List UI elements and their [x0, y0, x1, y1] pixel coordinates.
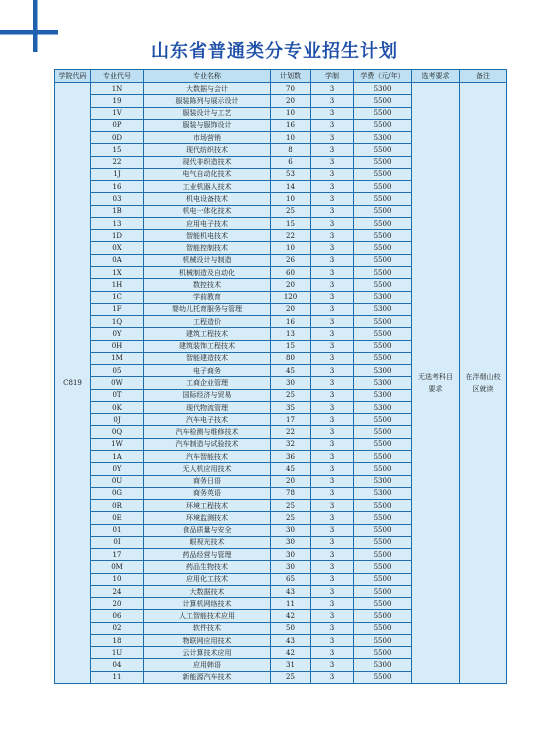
duration-cell: 3: [311, 389, 354, 401]
tuition-cell: 5300: [354, 401, 412, 413]
major-name-cell: 机械制造及自动化: [144, 266, 271, 278]
duration-cell: 3: [311, 610, 354, 622]
plan-count-cell: 35: [271, 401, 311, 413]
column-header: 学费（元/年）: [354, 70, 412, 83]
duration-cell: 3: [311, 512, 354, 524]
major-code-cell: 03: [91, 193, 144, 205]
tuition-cell: 5500: [354, 634, 412, 646]
tuition-cell: 5300: [354, 389, 412, 401]
duration-cell: 3: [311, 475, 354, 487]
plan-count-cell: 25: [271, 205, 311, 217]
major-name-cell: 大数据与会计: [144, 83, 271, 95]
major-code-cell: 1B: [91, 205, 144, 217]
tuition-cell: 5300: [354, 377, 412, 389]
major-code-cell: 0U: [91, 475, 144, 487]
plan-count-cell: 17: [271, 414, 311, 426]
duration-cell: 3: [311, 671, 354, 683]
plan-count-cell: 45: [271, 365, 311, 377]
major-name-cell: 汽车检测与维修技术: [144, 426, 271, 438]
duration-cell: 3: [311, 291, 354, 303]
duration-cell: 3: [311, 340, 354, 352]
major-code-cell: 20: [91, 598, 144, 610]
plan-count-cell: 42: [271, 647, 311, 659]
duration-cell: 3: [311, 279, 354, 291]
tuition-cell: 5300: [354, 475, 412, 487]
duration-cell: 3: [311, 622, 354, 634]
duration-cell: 3: [311, 266, 354, 278]
plan-count-cell: 78: [271, 487, 311, 499]
duration-cell: 3: [311, 634, 354, 646]
plan-count-cell: 120: [271, 291, 311, 303]
column-header: 计划数: [271, 70, 311, 83]
duration-cell: 3: [311, 561, 354, 573]
tuition-cell: 5500: [354, 573, 412, 585]
plan-count-cell: 25: [271, 671, 311, 683]
duration-cell: 3: [311, 573, 354, 585]
major-code-cell: 1F: [91, 303, 144, 315]
duration-cell: 3: [311, 328, 354, 340]
plan-count-cell: 30: [271, 524, 311, 536]
plan-count-cell: 26: [271, 254, 311, 266]
duration-cell: 3: [311, 217, 354, 229]
major-name-cell: 食品质量与安全: [144, 524, 271, 536]
major-name-cell: 市场营销: [144, 132, 271, 144]
major-name-cell: 服装陈列与展示设计: [144, 95, 271, 107]
major-code-cell: 1M: [91, 352, 144, 364]
major-name-cell: 汽车制造与试验技术: [144, 438, 271, 450]
major-code-cell: 0M: [91, 561, 144, 573]
plan-count-cell: 30: [271, 549, 311, 561]
plan-count-cell: 20: [271, 95, 311, 107]
major-name-cell: 现代物流管理: [144, 401, 271, 413]
plan-count-cell: 30: [271, 377, 311, 389]
major-code-cell: 1X: [91, 266, 144, 278]
tuition-cell: 5500: [354, 217, 412, 229]
elective-requirement-cell: 无选考科目要求: [412, 83, 460, 684]
major-name-cell: 现代非织造技术: [144, 156, 271, 168]
plan-count-cell: 16: [271, 119, 311, 131]
column-header: 专业代号: [91, 70, 144, 83]
tuition-cell: 5500: [354, 647, 412, 659]
tuition-cell: 5500: [354, 107, 412, 119]
duration-cell: 3: [311, 303, 354, 315]
plan-count-cell: 42: [271, 610, 311, 622]
enrollment-plan-table: [54, 69, 507, 684]
major-name-cell: 应用电子技术: [144, 217, 271, 229]
major-code-cell: 19: [91, 95, 144, 107]
tuition-cell: 5500: [354, 316, 412, 328]
major-code-cell: 0Y: [91, 463, 144, 475]
major-name-cell: 商务英语: [144, 487, 271, 499]
major-name-cell: 工业机器人技术: [144, 181, 271, 193]
tuition-cell: 5500: [354, 536, 412, 548]
major-code-cell: 17: [91, 549, 144, 561]
major-code-cell: 04: [91, 659, 144, 671]
duration-cell: 3: [311, 536, 354, 548]
tuition-cell: 5500: [354, 671, 412, 683]
plan-count-cell: 36: [271, 450, 311, 462]
plan-count-cell: 30: [271, 561, 311, 573]
plan-count-cell: 14: [271, 181, 311, 193]
duration-cell: 3: [311, 426, 354, 438]
tuition-cell: 5500: [354, 352, 412, 364]
major-name-cell: 工商企业管理: [144, 377, 271, 389]
plan-count-cell: 15: [271, 340, 311, 352]
duration-cell: 3: [311, 352, 354, 364]
major-name-cell: 计算机网络技术: [144, 598, 271, 610]
major-code-cell: 05: [91, 365, 144, 377]
tuition-cell: 5500: [354, 450, 412, 462]
plan-count-cell: 25: [271, 389, 311, 401]
tuition-cell: 5300: [354, 83, 412, 95]
column-header: 专业名称: [144, 70, 271, 83]
major-code-cell: 1J: [91, 168, 144, 180]
major-name-cell: 电气自动化技术: [144, 168, 271, 180]
major-code-cell: 1C: [91, 291, 144, 303]
major-name-cell: 机电设备技术: [144, 193, 271, 205]
major-code-cell: 10: [91, 573, 144, 585]
plan-count-cell: 60: [271, 266, 311, 278]
tuition-cell: 5300: [354, 659, 412, 671]
tuition-cell: 5500: [354, 340, 412, 352]
tuition-cell: 5500: [354, 598, 412, 610]
tuition-cell: 5300: [354, 132, 412, 144]
tuition-cell: 5500: [354, 279, 412, 291]
tuition-cell: 5500: [354, 254, 412, 266]
tuition-cell: 5500: [354, 242, 412, 254]
major-code-cell: 01: [91, 524, 144, 536]
duration-cell: 3: [311, 132, 354, 144]
tuition-cell: 5500: [354, 585, 412, 597]
major-code-cell: 18: [91, 634, 144, 646]
tuition-cell: 5500: [354, 193, 412, 205]
plan-count-cell: 11: [271, 598, 311, 610]
duration-cell: 3: [311, 414, 354, 426]
duration-cell: 3: [311, 585, 354, 597]
duration-cell: 3: [311, 450, 354, 462]
duration-cell: 3: [311, 316, 354, 328]
tuition-cell: 5500: [354, 181, 412, 193]
plan-count-cell: 16: [271, 316, 311, 328]
duration-cell: 3: [311, 500, 354, 512]
major-name-cell: 建筑装饰工程技术: [144, 340, 271, 352]
duration-cell: 3: [311, 401, 354, 413]
major-name-cell: 应用化工技术: [144, 573, 271, 585]
tuition-cell: 5500: [354, 561, 412, 573]
tuition-cell: 5300: [354, 291, 412, 303]
plan-count-cell: 32: [271, 438, 311, 450]
plan-count-cell: 25: [271, 512, 311, 524]
plan-count-cell: 25: [271, 500, 311, 512]
duration-cell: 3: [311, 377, 354, 389]
duration-cell: 3: [311, 647, 354, 659]
major-code-cell: 0T: [91, 389, 144, 401]
tuition-cell: 5500: [354, 144, 412, 156]
plan-count-cell: 10: [271, 242, 311, 254]
duration-cell: 3: [311, 598, 354, 610]
plan-count-cell: 13: [271, 328, 311, 340]
duration-cell: 3: [311, 524, 354, 536]
tuition-cell: 5500: [354, 463, 412, 475]
column-header: 选考要求: [412, 70, 460, 83]
tuition-cell: 5500: [354, 512, 412, 524]
tuition-cell: 5500: [354, 414, 412, 426]
major-name-cell: 商务日语: [144, 475, 271, 487]
major-code-cell: 15: [91, 144, 144, 156]
duration-cell: 3: [311, 438, 354, 450]
major-name-cell: 药品经营与管理: [144, 549, 271, 561]
major-name-cell: 药品生物技术: [144, 561, 271, 573]
major-code-cell: 1D: [91, 230, 144, 242]
tuition-cell: 5500: [354, 230, 412, 242]
duration-cell: 3: [311, 487, 354, 499]
duration-cell: 3: [311, 659, 354, 671]
plan-count-cell: 80: [271, 352, 311, 364]
major-code-cell: 0H: [91, 340, 144, 352]
duration-cell: 3: [311, 230, 354, 242]
major-code-cell: 0P: [91, 119, 144, 131]
plan-count-cell: 53: [271, 168, 311, 180]
major-code-cell: 1H: [91, 279, 144, 291]
major-name-cell: 汽车电子技术: [144, 414, 271, 426]
major-name-cell: 大数据技术: [144, 585, 271, 597]
plan-count-cell: 30: [271, 536, 311, 548]
major-name-cell: 智能建造技术: [144, 352, 271, 364]
college-code-cell: C819: [55, 83, 91, 684]
duration-cell: 3: [311, 144, 354, 156]
duration-cell: 3: [311, 181, 354, 193]
plan-count-cell: 45: [271, 463, 311, 475]
major-name-cell: 服装设计与工艺: [144, 107, 271, 119]
major-name-cell: 建筑工程技术: [144, 328, 271, 340]
plan-count-cell: 20: [271, 475, 311, 487]
duration-cell: 3: [311, 107, 354, 119]
major-code-cell: 0W: [91, 377, 144, 389]
duration-cell: 3: [311, 119, 354, 131]
major-name-cell: 软件技术: [144, 622, 271, 634]
major-code-cell: 06: [91, 610, 144, 622]
plan-count-cell: 15: [271, 217, 311, 229]
tuition-cell: 5500: [354, 119, 412, 131]
plan-count-cell: 50: [271, 622, 311, 634]
major-name-cell: 国际经济与贸易: [144, 389, 271, 401]
major-code-cell: 24: [91, 585, 144, 597]
major-code-cell: 16: [91, 181, 144, 193]
plan-count-cell: 70: [271, 83, 311, 95]
plan-count-cell: 6: [271, 156, 311, 168]
major-code-cell: 0R: [91, 500, 144, 512]
column-header: 学院代码: [55, 70, 91, 83]
plan-count-cell: 20: [271, 279, 311, 291]
major-code-cell: 0K: [91, 401, 144, 413]
duration-cell: 3: [311, 168, 354, 180]
major-name-cell: 智能机电技术: [144, 230, 271, 242]
plan-count-cell: 22: [271, 230, 311, 242]
tuition-cell: 5300: [354, 303, 412, 315]
major-code-cell: 22: [91, 156, 144, 168]
major-code-cell: 0G: [91, 487, 144, 499]
duration-cell: 3: [311, 156, 354, 168]
plan-count-cell: 22: [271, 426, 311, 438]
duration-cell: 3: [311, 365, 354, 377]
major-code-cell: 0X: [91, 242, 144, 254]
major-name-cell: 服装与服饰设计: [144, 119, 271, 131]
major-name-cell: 物联网应用技术: [144, 634, 271, 646]
duration-cell: 3: [311, 193, 354, 205]
major-code-cell: 1A: [91, 450, 144, 462]
tuition-cell: 5500: [354, 205, 412, 217]
major-code-cell: 13: [91, 217, 144, 229]
remark-cell: 在泮烟山校区就读: [460, 83, 507, 684]
tuition-cell: 5500: [354, 500, 412, 512]
plan-count-cell: 10: [271, 107, 311, 119]
plan-count-cell: 20: [271, 303, 311, 315]
plan-count-cell: 10: [271, 132, 311, 144]
table-row: [55, 83, 507, 95]
major-name-cell: 婴幼儿托育服务与管理: [144, 303, 271, 315]
duration-cell: 3: [311, 83, 354, 95]
tuition-cell: 5500: [354, 156, 412, 168]
plan-count-cell: 43: [271, 585, 311, 597]
duration-cell: 3: [311, 254, 354, 266]
major-code-cell: 1V: [91, 107, 144, 119]
plan-count-cell: 65: [271, 573, 311, 585]
major-name-cell: 机械设计与制造: [144, 254, 271, 266]
tuition-cell: 5500: [354, 610, 412, 622]
major-name-cell: 工程造价: [144, 316, 271, 328]
major-name-cell: 智能控制技术: [144, 242, 271, 254]
major-code-cell: 1U: [91, 647, 144, 659]
major-name-cell: 人工智能技术应用: [144, 610, 271, 622]
major-name-cell: 现代纺织技术: [144, 144, 271, 156]
major-name-cell: 机电一体化技术: [144, 205, 271, 217]
tuition-cell: 5500: [354, 95, 412, 107]
tuition-cell: 5500: [354, 266, 412, 278]
duration-cell: 3: [311, 242, 354, 254]
major-code-cell: 1Q: [91, 316, 144, 328]
major-name-cell: 学前教育: [144, 291, 271, 303]
plan-count-cell: 31: [271, 659, 311, 671]
tuition-cell: 5500: [354, 549, 412, 561]
major-name-cell: 汽车智能技术: [144, 450, 271, 462]
major-name-cell: 环境监测技术: [144, 512, 271, 524]
major-code-cell: 1N: [91, 83, 144, 95]
major-name-cell: 数控技术: [144, 279, 271, 291]
duration-cell: 3: [311, 549, 354, 561]
column-header: 学制: [311, 70, 354, 83]
major-code-cell: 0I: [91, 536, 144, 548]
major-code-cell: 0E: [91, 512, 144, 524]
tuition-cell: 5300: [354, 365, 412, 377]
major-code-cell: 0Y: [91, 328, 144, 340]
tuition-cell: 5500: [354, 622, 412, 634]
major-name-cell: 电子商务: [144, 365, 271, 377]
plan-count-cell: 10: [271, 193, 311, 205]
tuition-cell: 5300: [354, 487, 412, 499]
column-header: 备注: [460, 70, 507, 83]
major-code-cell: 0Q: [91, 426, 144, 438]
major-code-cell: 11: [91, 671, 144, 683]
major-code-cell: 0D: [91, 132, 144, 144]
major-name-cell: 应用韩语: [144, 659, 271, 671]
plan-count-cell: 8: [271, 144, 311, 156]
tuition-cell: 5500: [354, 524, 412, 536]
tuition-cell: 5500: [354, 168, 412, 180]
tuition-cell: 5500: [354, 438, 412, 450]
major-code-cell: 0A: [91, 254, 144, 266]
table-header-row: [55, 70, 507, 83]
major-name-cell: 环境工程技术: [144, 500, 271, 512]
tuition-cell: 5500: [354, 328, 412, 340]
plan-count-cell: 43: [271, 634, 311, 646]
major-name-cell: 新能源汽车技术: [144, 671, 271, 683]
major-code-cell: 1W: [91, 438, 144, 450]
duration-cell: 3: [311, 205, 354, 217]
tuition-cell: 5500: [354, 426, 412, 438]
major-name-cell: 无人机应用技术: [144, 463, 271, 475]
major-code-cell: 0J: [91, 414, 144, 426]
page-title: 山东省普通类分专业招生计划: [151, 41, 398, 62]
major-name-cell: 云计算技术应用: [144, 647, 271, 659]
duration-cell: 3: [311, 463, 354, 475]
major-code-cell: 02: [91, 622, 144, 634]
duration-cell: 3: [311, 95, 354, 107]
major-name-cell: 眼视光技术: [144, 536, 271, 548]
